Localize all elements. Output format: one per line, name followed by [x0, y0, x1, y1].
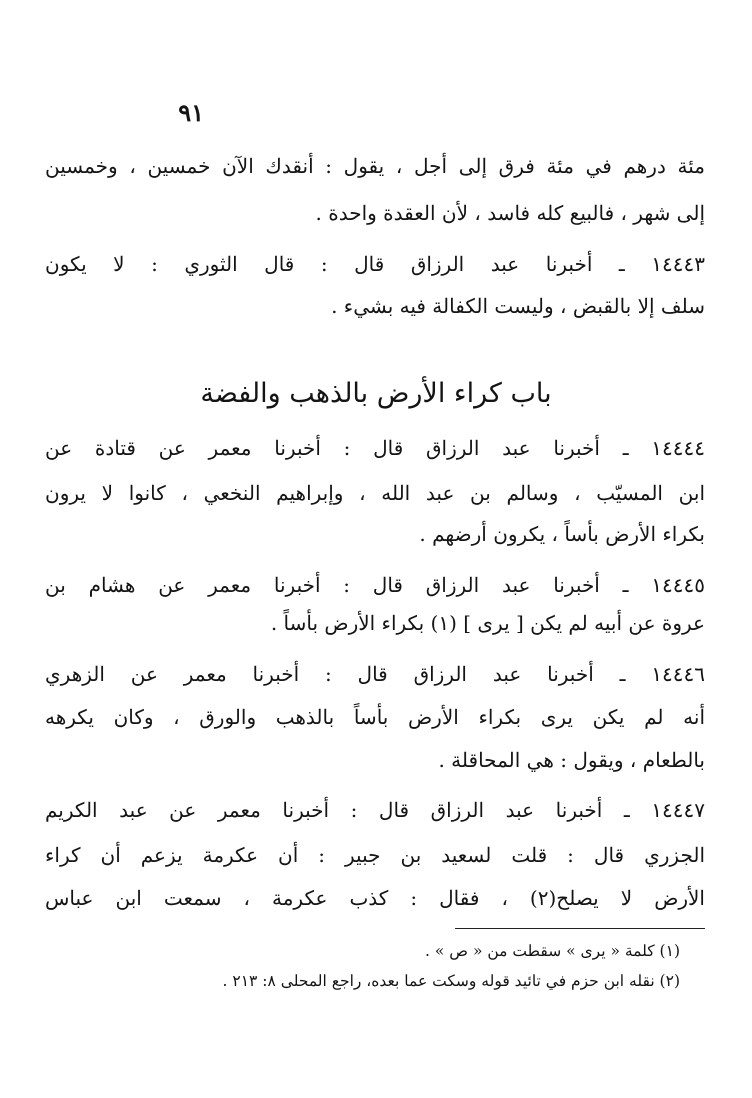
hadith-line: ١٤٤٤٥ ـ أخبرنا عبد الرزاق قال : أخبرنا معمر عن هشام بن — [45, 573, 705, 597]
hadith-line: ابن المسيّب ، وسالم بن عبد الله ، وإبراهيم النخعي ، كانوا لا يرون — [45, 481, 705, 505]
text-line: إلى شهر ، فالبيع كله فاسد ، لأن العقدة واحدة . — [315, 201, 705, 225]
text-line: ١٤٤٤٣ ـ أخبرنا عبد الرزاق قال : قال الثوري : لا يكون — [45, 252, 705, 276]
text-line: سلف إلا بالقبض ، وليست الكفالة فيه بشيء . — [331, 294, 705, 318]
page-number: ٩١ — [178, 98, 204, 127]
hadith-line: ١٤٤٤٧ ـ أخبرنا عبد الرزاق قال : أخبرنا معمر عن عبد الكريم — [45, 798, 705, 822]
hadith-line: الجزري قال : قلت لسعيد بن جبير : أن عكرمة يزعم أن كراء — [45, 843, 705, 867]
footnote-divider — [455, 928, 705, 929]
hadith-line: عروة عن أبيه لم يكن [ يرى ] (١) بكراء الأرض بأساً . — [270, 611, 705, 635]
hadith-line: ١٤٤٤٤ ـ أخبرنا عبد الرزاق قال : أخبرنا معمر عن قتادة عن — [45, 436, 705, 460]
hadith-line: الأرض لا يصلح(٢) ، فقال : كذب عكرمة ، سمعت ابن عباس — [45, 886, 705, 910]
footnote: (٢) نقله ابن حزم في تائيد قوله وسكت عما بعده، راجع المحلى ٨: ٢١٣ . — [222, 972, 680, 990]
hadith-line: بكراء الأرض بأساً ، يكرون أرضهم . — [419, 522, 705, 546]
text-line: مئة درهم في مئة فرق إلى أجل ، يقول : أنقدك الآن خمسين ، وخمسين — [45, 154, 705, 178]
hadith-line: بالطعام ، ويقول : هي المحاقلة . — [438, 748, 705, 772]
hadith-line: ١٤٤٤٦ ـ أخبرنا عبد الرزاق قال : أخبرنا معمر عن الزهري — [45, 662, 705, 686]
footnote: (١) كلمة « يرى » سقطت من « ص » . — [425, 942, 680, 960]
chapter-heading: باب كراء الأرض بالذهب والفضة — [200, 378, 552, 409]
hadith-line: أنه لم يكن يرى بكراء الأرض بأساً بالذهب والورق ، وكان يكرهه — [45, 705, 705, 729]
